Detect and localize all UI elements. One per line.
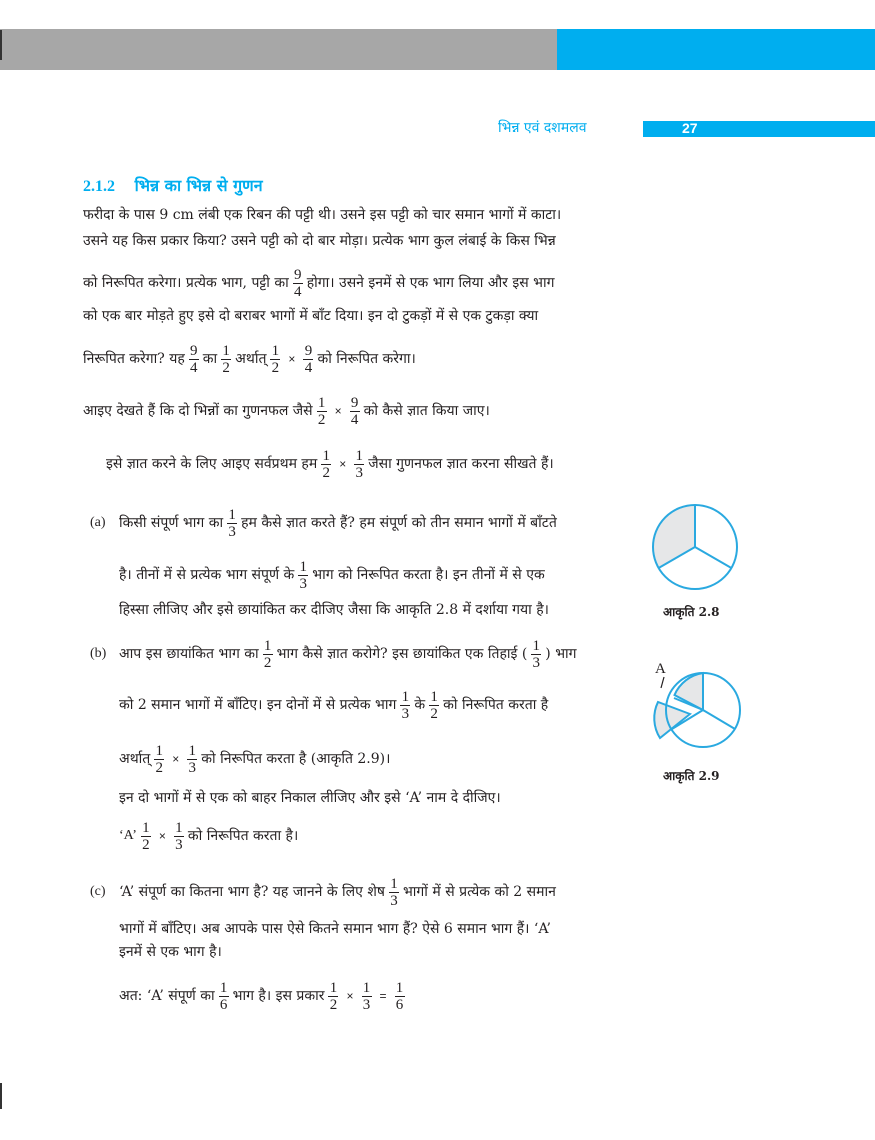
text: को निरूपित करेगा। प्रत्येक भाग, पट्टी का <box>83 275 289 291</box>
fraction-1-2: $\frac{1}{2}$ <box>155 742 163 776</box>
figure-2-8-caption: आकृति 2.8 <box>663 605 720 619</box>
page-number-box <box>643 121 875 137</box>
fraction-1-2: $\frac{1}{2}$ <box>263 637 272 671</box>
text: भागों में से प्रत्येक को 2 समान <box>402 884 556 900</box>
text: आप इस छायांकित भाग का <box>119 646 259 662</box>
fraction-1-3: $\frac{1}{3}$ <box>532 637 541 671</box>
item-b-label: (b) <box>90 646 107 661</box>
item-b-line3 <box>119 740 390 778</box>
fraction-1-6: $\frac{1}{6}$ <box>395 979 404 1013</box>
fraction-9-4: $\frac{9}{4}$ <box>293 266 302 300</box>
figure-2-8-circle <box>650 502 740 592</box>
item-c-label: (c) <box>90 884 106 899</box>
header-band-blue <box>557 29 875 70</box>
text: अत: ‘A’ संपूर्ण का <box>119 988 215 1004</box>
text: को निरूपित करता है। <box>187 828 299 844</box>
item-a-line2 <box>119 556 545 594</box>
text: आइए देखते हैं कि दो भिन्नों का गुणनफल जैसे <box>83 403 313 419</box>
text: भाग है। इस प्रकार <box>232 988 325 1004</box>
item-b-line2 <box>119 686 548 724</box>
item-c-line4 <box>119 977 409 1015</box>
fraction-1-2: $\frac{1}{2}$ <box>317 394 326 428</box>
text: ) भाग <box>545 646 577 662</box>
item-b-line4: इन दो भागों में से एक को बाहर निकाल लीजिए और इसे ‘A’ नाम दे दीजिए। <box>119 790 501 806</box>
para1-line3 <box>83 264 554 302</box>
section-title: भिन्न का भिन्न से गुणन <box>134 176 263 195</box>
item-c-line1 <box>119 873 556 911</box>
item-a-line1 <box>119 504 557 542</box>
fraction-1-2: $\frac{1}{2}$ <box>430 688 438 722</box>
text: को 2 समान भागों में बाँटिए। इन दोनों में से प्रत्येक भाग <box>119 697 397 713</box>
text: होगा। उसने इनमें से एक भाग लिया और इस भाग <box>306 275 555 291</box>
header-band-gray <box>0 29 557 70</box>
item-c-line2: भागों में बाँटिए। अब आपके पास ऐसे कितने समान भाग हैं? ऐसे 6 समान भाग हैं। ‘A’ <box>119 921 551 937</box>
item-b-line5 <box>119 817 298 855</box>
times-sign: × <box>172 752 180 766</box>
fraction-1-2: $\frac{1}{2}$ <box>329 979 338 1013</box>
text: है। तीनों में से प्रत्येक भाग संपूर्ण के <box>119 567 295 583</box>
fraction-1-2: $\frac{1}{2}$ <box>271 342 280 376</box>
text: भाग कैसे ज्ञात करोगे? इस छायांकित एक तिहाई ( <box>276 646 528 662</box>
text: को निरूपित करेगा। <box>317 351 416 367</box>
times-sign: × <box>346 989 354 1003</box>
para1-line5 <box>83 340 416 378</box>
text: को निरूपित करता है (आकृति 2.9)। <box>201 751 391 767</box>
fraction-1-3: $\frac{1}{3}$ <box>175 819 183 853</box>
item-a-label: (a) <box>90 515 106 530</box>
para1-line4: को एक बार मोड़ते हुए इसे दो बराबर भागों में बाँट दिया। इन दो टुकड़ों में से एक टुकड़ा क्या <box>83 308 539 324</box>
times-sign: × <box>158 829 166 843</box>
text: हम कैसे ज्ञात करते हैं? हम संपूर्ण को तीन समान भागों में बाँटते <box>241 515 557 531</box>
section-heading <box>83 174 263 196</box>
text: जैसा गुणनफल ज्ञात करना सीखते हैं। <box>368 456 554 472</box>
fraction-9-4: $\frac{9}{4}$ <box>350 394 359 428</box>
text: भाग को निरूपित करता है। इन तीनों में से एक <box>312 567 545 583</box>
fraction-1-6: $\frac{1}{6}$ <box>219 979 228 1013</box>
figure-2-9-caption: आकृति 2.9 <box>663 769 720 783</box>
fraction-1-3: $\frac{1}{3}$ <box>355 447 363 481</box>
text: को निरूपित करता है <box>443 697 549 713</box>
times-sign: × <box>334 404 342 418</box>
piece-A <box>654 702 690 738</box>
page-edge-mark <box>0 30 2 60</box>
item-c-line3: इनमें से एक भाग है। <box>119 944 222 960</box>
fraction-9-4: $\frac{9}{4}$ <box>304 342 313 376</box>
text: निरूपित करेगा? यह <box>83 351 185 367</box>
item-b-line1 <box>119 635 577 673</box>
item-a-line3: हिस्सा लीजिए और इसे छायांकित कर दीजिए जैसा कि आकृति 2.8 में दर्शाया गया है। <box>119 602 549 618</box>
text: के <box>414 697 426 713</box>
para3 <box>106 445 554 483</box>
fraction-1-3: $\frac{1}{3}$ <box>362 979 371 1013</box>
fraction-1-3: $\frac{1}{3}$ <box>228 506 236 540</box>
text: इसे ज्ञात करने के लिए आइए सर्वप्रथम हम <box>106 456 318 472</box>
times-sign: × <box>288 352 296 366</box>
page-number: 27 <box>682 120 698 136</box>
section-number: 2.1.2 <box>83 178 115 195</box>
text: ‘A’ संपूर्ण का कितना भाग है? यह जानने के लिए शेष <box>119 884 385 900</box>
text: अर्थात् <box>235 351 267 367</box>
page-edge-mark-bottom <box>0 1083 2 1109</box>
fraction-9-4: $\frac{9}{4}$ <box>190 342 198 376</box>
piece-label-A: A <box>655 661 666 677</box>
fraction-1-3: $\frac{1}{3}$ <box>401 688 410 722</box>
fraction-1-2: $\frac{1}{2}$ <box>222 342 230 376</box>
para2 <box>83 392 490 430</box>
fraction-1-2: $\frac{1}{2}$ <box>142 819 150 853</box>
fraction-1-2: $\frac{1}{2}$ <box>322 447 330 481</box>
fraction-1-3: $\frac{1}{3}$ <box>390 875 398 909</box>
times-sign: × <box>339 457 347 471</box>
text: का <box>202 351 218 367</box>
equals-sign: = <box>379 989 387 1003</box>
text: किसी संपूर्ण भाग का <box>119 515 224 531</box>
fraction-1-3: $\frac{1}{3}$ <box>299 558 308 592</box>
fraction-1-3: $\frac{1}{3}$ <box>188 742 197 776</box>
para1-line1: फरीदा के पास 9 cm लंबी एक रिबन की पट्टी थी। उसने इस पट्टी को चार समान भागों में काटा। <box>83 207 562 223</box>
chapter-running-title: भिन्न एवं दशमलव <box>498 120 587 136</box>
para1-line2: उसने यह किस प्रकार किया? उसने पट्टी को दो बार मोड़ा। प्रत्येक भाग कुल लंबाई के किस भिन्न <box>83 233 556 249</box>
text: को कैसे ज्ञात किया जाए। <box>363 403 490 419</box>
text: अर्थात् <box>119 751 151 767</box>
text: ‘A’ <box>119 828 137 843</box>
